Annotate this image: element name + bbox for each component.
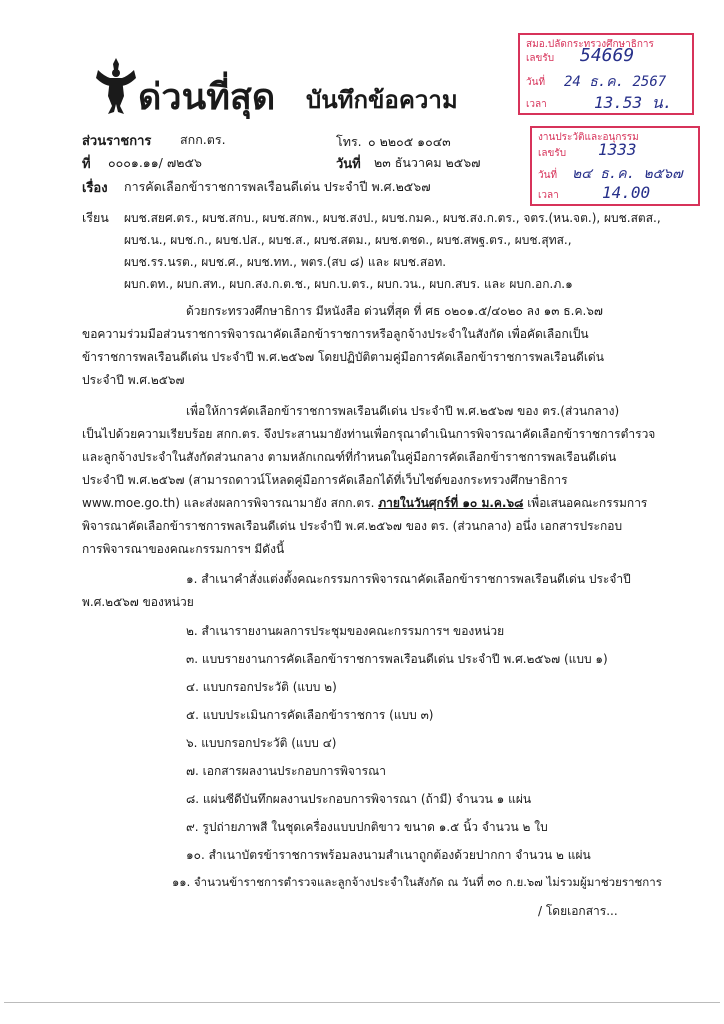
stamp1-time-label: เวลา xyxy=(526,99,547,110)
para2-line: และลูกจ้างประจำในสังกัดส่วนกลาง ตามหลักเกณฑ์ที่กำหนดในคู่มือการคัดเลือกข้าราชการพลเรือนดีเด่น xyxy=(82,450,617,464)
attachment-item-cont: พ.ศ.๒๕๖๗ ของหน่วย xyxy=(82,595,194,609)
urgent-heading: ด่วนที่สุด xyxy=(138,77,276,118)
attachment-item: ๙. รูปถ่ายภาพสี ในชุดเครื่องแบบปกติขาว ขนาด ๑.๕ นิ้ว จำนวน ๒ ใบ xyxy=(186,820,548,834)
agency-value: สกก.ตร. xyxy=(180,132,226,147)
para1-line: ข้าราชการพลเรือนดีเด่น ประจำปี พ.ศ.๒๕๖๗ โดยปฏิบัติตามคู่มือการคัดเลือกข้าราชการพลเรือนดีเด่น xyxy=(82,350,604,364)
stamp2-title: งานประวัติและอนุกรรม xyxy=(538,132,639,143)
stamp1-date-value: 24 ธ.ค. 2567 xyxy=(564,74,667,90)
stamp1-title: สมอ.ปลัดกระทรวงศึกษาธิการ xyxy=(526,39,654,50)
stamp2-no-label: เลขรับ xyxy=(538,148,567,159)
stamp2-date-label: วันที่ xyxy=(538,170,558,181)
stamp2-date-value: ๒๔ ธ.ค. ๒๕๖๗ xyxy=(572,166,683,182)
para2-line: พิจารณาคัดเลือกข้าราชการพลเรือนดีเด่น ประจำปี พ.ศ.๒๕๖๗ ของ ตร. (ส่วนกลาง) อนึ่ง เอกสารประกอบ xyxy=(82,519,623,533)
para2-line: การพิจารณาของคณะกรรมการฯ มีดังนี้ xyxy=(82,542,285,556)
subject-value: การคัดเลือกข้าราชการพลเรือนดีเด่น ประจำปี พ.ศ.๒๕๖๗ xyxy=(124,179,431,194)
para2-segment: www.moe.go.th) และส่งผลการพิจารณามายัง สกก.ตร. xyxy=(82,496,375,510)
attachment-item: ๓. แบบรายงานการคัดเลือกข้าราชการพลเรือนดีเด่น ประจำปี พ.ศ.๒๕๖๗ (แบบ ๑) xyxy=(186,652,608,666)
attachment-item: ๑๐. สำเนาบัตรข้าราชการพร้อมลงนามสำเนาถูกต้องด้วยปากกา จำนวน ๒ แผ่น xyxy=(186,848,591,862)
para2-line xyxy=(82,494,647,513)
doc-no-value: ๐๐๐๑.๑๑/ ๗๒๕๖ xyxy=(108,155,202,170)
stamp2-time-label: เวลา xyxy=(538,190,559,201)
to-line: ผบช.น., ผบช.ก., ผบช.ปส., ผบช.ส., ผบช.สตม., ผบช.ตชด., ผบช.สพฐ.ตร., ผบช.สุทส., xyxy=(124,233,572,247)
attachment-item: ๑. สำเนาคำสั่งแต่งตั้งคณะกรรมการพิจารณาคัดเลือกข้าราชการพลเรือนดีเด่น ประจำปี xyxy=(186,572,631,586)
para1-line: ประจำปี พ.ศ.๒๕๖๗ xyxy=(82,373,185,387)
tel-value: ๐ ๒๒๐๕ ๑๐๔๓ xyxy=(368,134,451,149)
deadline-text: ภายในวันศุกร์ที่ ๑๐ ม.ค.๖๘ xyxy=(378,496,524,510)
to-line: ผบก.ตท., ผบก.สท., ผบก.สง.ก.ต.ช., ผบก.บ.ตร., ผบก.วน., ผบก.สบร. และ ผบก.อก.ภ.๑ xyxy=(124,277,573,291)
para2-segment: เพื่อเสนอคณะกรรมการ xyxy=(527,496,648,510)
para2-line: ประจำปี พ.ศ.๒๕๖๗ (สามารถดาวน์โหลดคู่มือการคัดเลือกได้ที่เว็บไซต์ของกระทรวงศึกษาธิการ xyxy=(82,473,568,487)
attachment-item: ๘. แผ่นซีดีบันทึกผลงานประกอบการพิจารณา (ถ้ามี) จำนวน ๑ แผ่น xyxy=(186,792,532,806)
doc-no-label: ที่ xyxy=(82,157,91,172)
subject-label: เรื่อง xyxy=(82,181,108,196)
to-line: ผบช.รร.นรต., ผบช.ศ., ผบช.ทท., พตร.(สบ ๘) และ ผบช.สอท. xyxy=(124,255,447,269)
para1-line: ด้วยกระทรวงศึกษาธิการ มีหนังสือ ด่วนที่สุด ที่ ศธ ๐๒๐๑.๕/๔๐๒๐ ลง ๑๓ ธ.ค.๖๗ xyxy=(186,304,603,318)
attachment-item: ๒. สำเนารายงานผลการประชุมของคณะกรรมการฯ ของหน่วย xyxy=(186,624,505,638)
attachment-item: ๑๑. จำนวนข้าราชการตำรวจและลูกจ้างประจำในสังกัด ณ วันที่ ๓๐ ก.ย.๖๗ ไม่รวมผู้มาช่วยราชการ xyxy=(172,875,662,889)
para2-line: เป็นไปด้วยความเรียบร้อย สกก.ตร. จึงประสานมายังท่านเพื่อกรุณาดำเนินการพิจารณาคัดเลือกข้าราชการตำรวจ xyxy=(82,427,656,441)
continuation-note: / โดยเอกสาร... xyxy=(538,904,618,918)
received-stamp-2 xyxy=(530,126,700,206)
stamp1-time-value: 13.53 น. xyxy=(594,93,673,112)
attachment-item: ๖. แบบกรอกประวัติ (แบบ ๔) xyxy=(186,736,337,750)
to-label: เรียน xyxy=(82,210,109,225)
page-bottom-rule xyxy=(4,1002,720,1003)
received-stamp-1 xyxy=(518,33,694,115)
stamp1-date-label: วันที่ xyxy=(526,77,546,88)
garuda-emblem-icon xyxy=(94,56,138,116)
date-value: ๒๓ ธันวาคม ๒๕๖๗ xyxy=(374,155,481,170)
attachment-item: ๔. แบบกรอกประวัติ (แบบ ๒) xyxy=(186,680,337,694)
memo-title: บันทึกข้อความ xyxy=(306,86,458,114)
stamp1-no-value: 54669 xyxy=(580,45,635,66)
attachment-item: ๕. แบบประเมินการคัดเลือกข้าราชการ (แบบ ๓) xyxy=(186,708,434,722)
attachment-item: ๗. เอกสารผลงานประกอบการพิจารณา xyxy=(186,764,386,778)
stamp2-no-value: 1333 xyxy=(598,140,637,159)
para1-line: ขอความร่วมมือส่วนราชการพิจารณาคัดเลือกข้าราชการหรือลูกจ้างประจำในสังกัด เพื่อคัดเลือกเป็น xyxy=(82,327,589,341)
to-line: ผบช.สยศ.ตร., ผบช.สกบ., ผบช.สกพ., ผบช.สงป., ผบช.กมค., ผบช.สง.ก.ตร., จตร.(หน.จต.), ผบช.สตส., xyxy=(124,211,661,225)
agency-label: ส่วนราชการ xyxy=(82,134,152,149)
stamp1-no-label: เลขรับ xyxy=(526,53,555,64)
para2-line: เพื่อให้การคัดเลือกข้าราชการพลเรือนดีเด่น ประจำปี พ.ศ.๒๕๖๗ ของ ตร.(ส่วนกลาง) xyxy=(186,404,620,418)
stamp2-time-value: 14.00 xyxy=(602,183,651,202)
date-label: วันที่ xyxy=(336,157,361,172)
tel-label: โทร. xyxy=(336,134,362,149)
